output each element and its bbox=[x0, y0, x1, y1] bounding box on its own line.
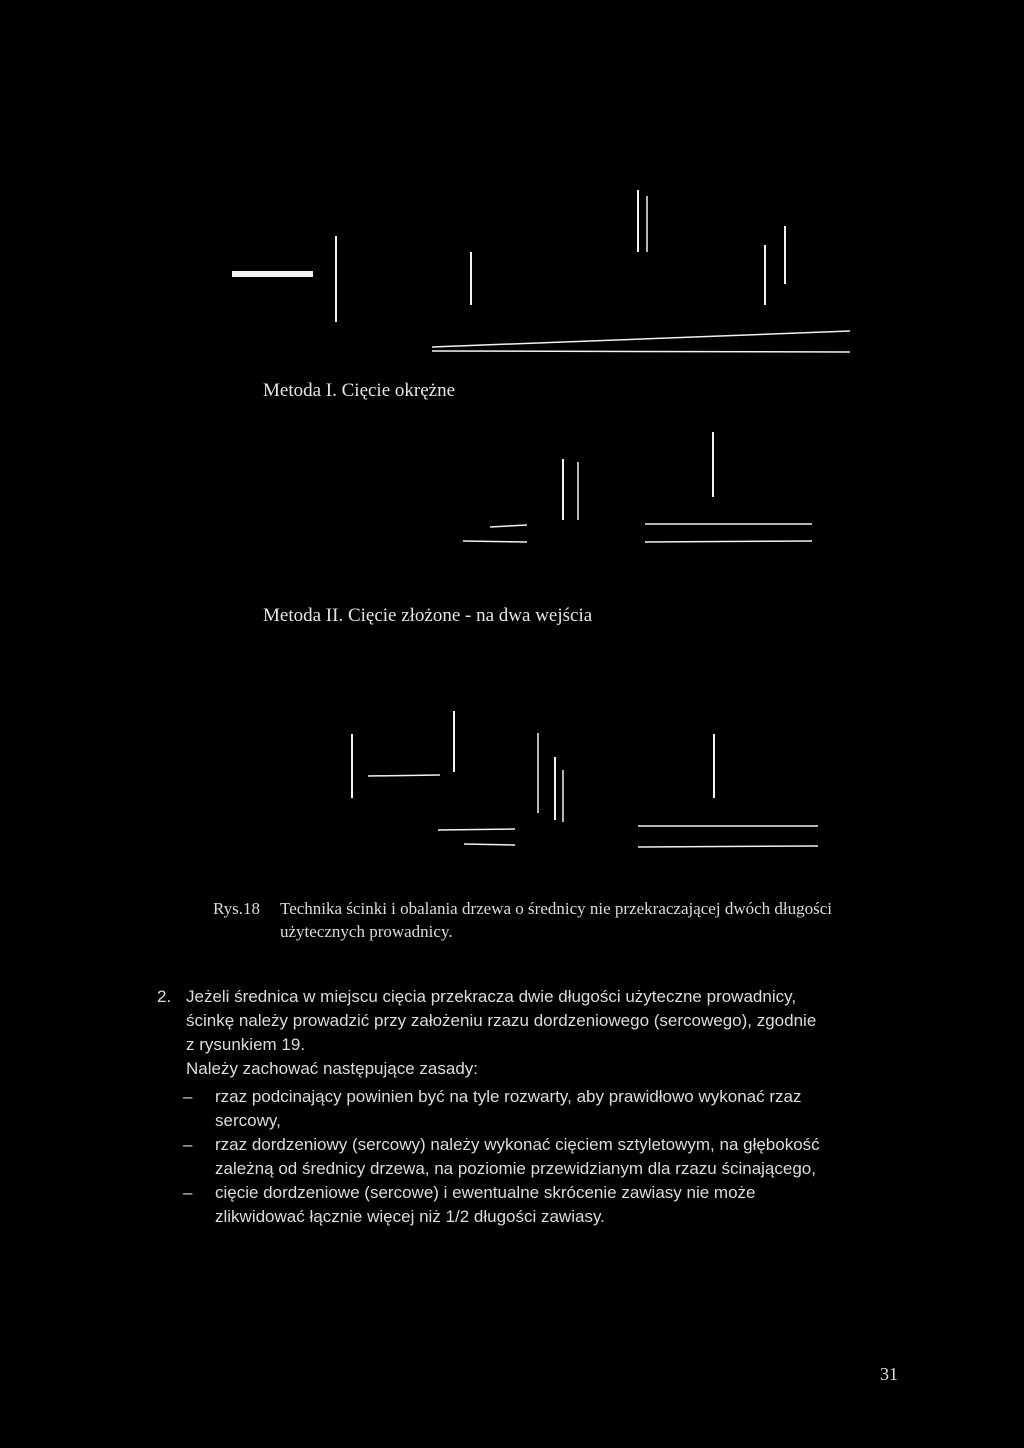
bullet-line: zlikwidować łącznie więcej niż 1/2 długości zawiasy. bbox=[215, 1207, 605, 1226]
bullet-line: cięcie dordzeniowe (sercowe) i ewentualne skrócenie zawiasy nie może bbox=[215, 1183, 756, 1202]
figure-line bbox=[438, 829, 515, 830]
figure-line bbox=[645, 541, 812, 542]
caption-line-1: Technika ścinki i obalania drzewa o średnicy nie przekraczającej dwóch długości bbox=[280, 899, 833, 918]
rule-3 bbox=[183, 1181, 903, 1229]
caption-line-2: użytecznych prowadnicy. bbox=[280, 922, 453, 941]
bullet-line: rzaz dordzeniowy (sercowy) należy wykonać cięciem sztyletowym, na głębokość bbox=[215, 1135, 820, 1154]
bullet-item-1 bbox=[183, 1085, 903, 1133]
figure-line bbox=[638, 846, 818, 847]
bullet-text bbox=[215, 1181, 903, 1229]
section-number: 2. bbox=[157, 987, 172, 1006]
method-2-label: Metoda II. Cięcie złożone - na dwa wejścia bbox=[263, 605, 593, 626]
paragraph-line: z rysunkiem 19. bbox=[186, 1035, 306, 1054]
figure-line bbox=[368, 775, 440, 776]
bullet-line: zależną od średnicy drzewa, na poziomie przewidzianym dla rzazu ścinającego, bbox=[215, 1159, 816, 1178]
figure-line bbox=[490, 525, 527, 527]
bullet-line: sercowy, bbox=[215, 1111, 281, 1130]
bullet-line: rzaz podcinający powinien być na tyle rozwarty, aby prawidłowo wykonać rzaz bbox=[215, 1087, 802, 1106]
page-number: 31 bbox=[880, 1364, 898, 1384]
method-1-label: Metoda I. Cięcie okrężne bbox=[263, 380, 456, 401]
figure-line bbox=[463, 541, 527, 542]
bullet-text bbox=[215, 1133, 903, 1181]
figure-caption bbox=[213, 897, 933, 943]
paragraph-line: ścinkę należy prowadzić przy założeniu rzazu dordzeniowego (sercowego), zgodnie bbox=[186, 1011, 817, 1030]
rule-2 bbox=[183, 1133, 903, 1181]
figure-line bbox=[432, 331, 850, 347]
figure-line bbox=[432, 351, 850, 352]
figure-block bbox=[232, 271, 313, 277]
paragraph-line: Jeżeli średnica w miejscu cięcia przekracza dwie długości użyteczne prowadnicy, bbox=[186, 987, 797, 1006]
bullet-dash: – bbox=[183, 1135, 193, 1154]
figure-line bbox=[464, 844, 515, 845]
section-paragraph bbox=[186, 985, 906, 1081]
bullet-dash: – bbox=[183, 1183, 193, 1202]
paragraph-line: Należy zachować następujące zasady: bbox=[186, 1059, 478, 1078]
bullet-dash: – bbox=[183, 1087, 193, 1106]
caption-number: Rys.18 bbox=[213, 899, 261, 918]
bullet-text bbox=[215, 1085, 903, 1133]
